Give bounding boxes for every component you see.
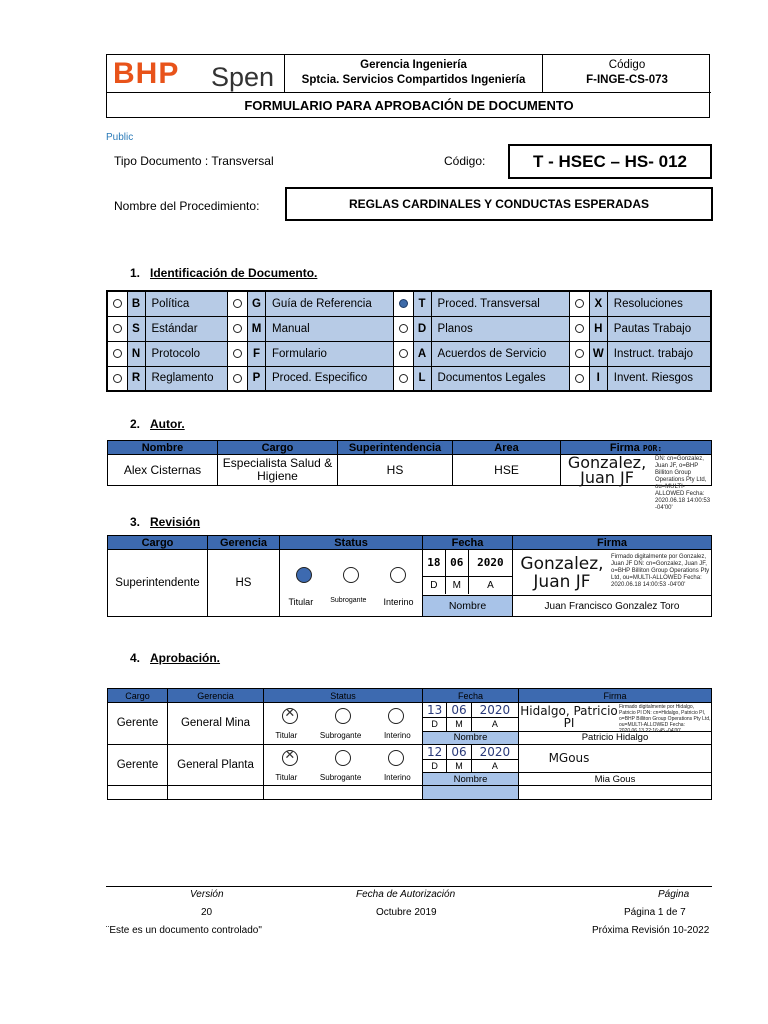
- approval-firma-cell: [519, 703, 712, 732]
- doc-type-description: Estándar: [145, 316, 227, 341]
- section3-title: [130, 515, 200, 529]
- approval-date-d-label: D: [423, 759, 447, 772]
- department-cell: [285, 55, 543, 92]
- section1-title: [130, 266, 317, 280]
- review-nombre: Juan Francisco Gonzalez Toro: [513, 596, 712, 617]
- doc-type-radio[interactable]: [233, 349, 242, 358]
- approval-titular-label: Titular: [275, 772, 298, 782]
- doc-type-letter: G: [247, 291, 265, 316]
- author-firma-cell: [561, 453, 712, 511]
- doc-type-letter: N: [127, 341, 145, 366]
- empty-cell: [519, 786, 712, 800]
- approval-header-gerencia: Gerencia: [168, 689, 264, 703]
- approval-subrogante-radio[interactable]: [335, 708, 351, 724]
- doc-type-description: Formulario: [265, 341, 393, 366]
- approval-header-status: Status: [264, 689, 423, 703]
- status-titular-radio[interactable]: [296, 567, 312, 583]
- approval-subrogante-label: Subrogante: [319, 772, 362, 782]
- review-header-fecha: Fecha: [423, 536, 513, 550]
- doc-type-radio-cell: [107, 341, 127, 366]
- review-date-a-label: A: [468, 576, 512, 594]
- approval-titular-radio[interactable]: [282, 746, 298, 766]
- author-header-nombre: Nombre: [108, 441, 218, 455]
- approval-status-cell: [264, 703, 423, 745]
- section4-number: 4.: [130, 651, 141, 665]
- approval-header-fecha: Fecha: [423, 689, 519, 703]
- codigo-label: Código:: [444, 154, 486, 168]
- author-header-cargo: Cargo: [218, 441, 338, 455]
- form-code-label: Código: [608, 59, 646, 71]
- footer-version-label: Versión: [190, 889, 224, 900]
- review-header-gerencia: Gerencia: [208, 536, 280, 550]
- approval-date-month: 06: [447, 703, 472, 718]
- author-signature-note: DN: cn=Gonzalez, Juan JF, o=BHP Billiton Group Operations Pty Ltd, ou=MULTI-ALLOWED Fecha: 2020.06.18 14:00:53 -04'00': [655, 456, 711, 511]
- doc-type-radio[interactable]: [575, 324, 584, 333]
- approval-date-month: 06: [447, 745, 472, 760]
- approval-interino-radio[interactable]: [388, 708, 404, 724]
- approval-interino-label: Interino: [383, 731, 411, 741]
- approval-nombre-label: Nombre: [423, 731, 519, 744]
- approval-header-cargo: Cargo: [108, 689, 168, 703]
- approval-gerencia: General Planta: [168, 744, 264, 786]
- approval-header-firma: Firma: [519, 689, 712, 703]
- nombre-procedimiento-box: REGLAS CARDINALES Y CONDUCTAS ESPERADAS: [285, 187, 713, 221]
- doc-type-description: Proced. Especifico: [265, 366, 393, 391]
- doc-type-radio[interactable]: [233, 299, 242, 308]
- footer-controlled-note: ¨Este es un documento controlado": [106, 925, 262, 936]
- nombre-procedimiento-label: Nombre del Procedimiento:: [114, 199, 260, 213]
- review-cargo: Superintendente: [108, 550, 208, 617]
- status-titular-label: Titular: [288, 597, 314, 607]
- footer-version-value: 20: [201, 907, 213, 918]
- doc-type-description: Documentos Legales: [431, 366, 569, 391]
- doc-type-description: Proced. Transversal: [431, 291, 569, 316]
- doc-type-description: Guía de Referencia: [265, 291, 393, 316]
- doc-type-radio-cell: [107, 366, 127, 391]
- approval-date-day: 13: [423, 703, 447, 718]
- author-header-firma-suffix: POR:: [642, 443, 663, 453]
- doc-type-radio[interactable]: [233, 324, 242, 333]
- approval-nombre: Patricio Hidalgo: [519, 731, 712, 744]
- author-signature: Gonzalez, Juan JF: [567, 453, 647, 487]
- empty-cell: [168, 786, 264, 800]
- doc-type-radio[interactable]: [233, 374, 242, 383]
- status-interino-radio[interactable]: [390, 567, 406, 583]
- empty-cell: [264, 786, 423, 800]
- review-status-cell: [280, 550, 423, 617]
- approval-subrogante-radio[interactable]: [335, 750, 351, 766]
- section2-title: [130, 417, 185, 431]
- tipo-documento-label: Tipo Documento : Transversal: [114, 154, 274, 168]
- doc-type-letter: W: [589, 341, 607, 366]
- approval-date-a-label: A: [471, 718, 518, 731]
- approval-titular-radio[interactable]: [282, 705, 298, 724]
- footer-proxima-revision: Próxima Revisión 10-2022: [592, 925, 710, 936]
- status-subrogante-radio[interactable]: [343, 567, 359, 583]
- footer-fecha-value: Octubre 2019: [376, 907, 437, 918]
- doc-type-radio-cell: [227, 366, 247, 391]
- approval-titular-mark-icon: ✕: [284, 746, 296, 762]
- doc-type-radio[interactable]: [113, 324, 122, 333]
- approval-table: [107, 688, 712, 800]
- footer-divider: [106, 886, 712, 887]
- approval-nombre-label: Nombre: [423, 773, 519, 786]
- review-date-cell: [423, 550, 513, 596]
- author-header-area: Area: [453, 441, 561, 455]
- doc-type-radio[interactable]: [399, 299, 408, 308]
- section3-title-text: Revisión: [150, 515, 201, 529]
- approval-titular-label: Titular: [275, 731, 298, 741]
- approval-gerencia: General Mina: [168, 703, 264, 745]
- review-signature: Gonzalez, Juan JF: [520, 553, 604, 592]
- approval-signature: MGous: [548, 751, 590, 766]
- review-header-cargo: Cargo: [108, 536, 208, 550]
- review-date-d-label: D: [423, 576, 445, 594]
- doc-type-letter: P: [247, 366, 265, 391]
- approval-cargo: Gerente: [108, 744, 168, 786]
- doc-type-description: Invent. Riesgos: [607, 366, 711, 391]
- doc-type-description: Instruct. trabajo: [607, 341, 711, 366]
- approval-date-a-label: A: [471, 759, 518, 772]
- doc-type-row: [107, 366, 711, 391]
- doc-type-description: Política: [145, 291, 227, 316]
- doc-type-radio[interactable]: [113, 299, 122, 308]
- doc-type-letter: I: [589, 366, 607, 391]
- doc-type-letter: D: [413, 316, 431, 341]
- approval-date-d-label: D: [423, 718, 447, 731]
- document-header: [106, 54, 710, 118]
- review-date-month: 06: [445, 550, 468, 576]
- department-line2: Sptcia. Servicios Compartidos Ingeniería: [301, 74, 526, 86]
- status-interino-label: Interino: [383, 597, 414, 607]
- review-signature-note: Firmado digitalmente por Gonzalez, Juan JF DN: cn=Gonzalez, Juan JF, o=BHP Billiton Group Operations Pty Ltd, ou=MULTI-ALLOWED Fecha: 2020.06.18 14:00:53 -04'00': [611, 553, 710, 588]
- section4-title-text: Aprobación.: [150, 651, 221, 665]
- doc-type-radio-cell: [107, 316, 127, 341]
- approval-date-cell: [423, 703, 519, 732]
- doc-type-description: Planos: [431, 316, 569, 341]
- status-subrogante-label: Subrogante: [330, 597, 367, 604]
- doc-type-letter: S: [127, 316, 145, 341]
- approval-date-day: 12: [423, 745, 447, 760]
- doc-type-row: [107, 341, 711, 366]
- approval-row: [108, 744, 712, 773]
- section3-number: 3.: [130, 515, 141, 529]
- doc-type-row: [107, 291, 711, 316]
- doc-type-description: Pautas Trabajo: [607, 316, 711, 341]
- review-table: [107, 535, 712, 617]
- doc-type-description: Protocolo: [145, 341, 227, 366]
- form-code-value: F-INGE-CS-073: [586, 74, 668, 86]
- approval-empty-row: [108, 786, 712, 800]
- author-superintendencia: HS: [338, 455, 453, 486]
- approval-signature-note: [619, 745, 711, 771]
- approval-titular-mark-icon: ✕: [284, 705, 296, 721]
- department-line1: Gerencia Ingeniería: [360, 59, 467, 71]
- doc-type-radio-cell: [393, 316, 413, 341]
- doc-type-row: [107, 316, 711, 341]
- footer-pagina-label: Página: [658, 889, 690, 900]
- approval-firma-cell: [519, 744, 712, 773]
- form-code-cell: [543, 55, 711, 92]
- author-header-firma-label: Firma: [609, 441, 640, 454]
- doc-type-radio-cell: [569, 291, 589, 316]
- approval-date-year: 2020: [479, 703, 511, 717]
- section1-number: 1.: [130, 266, 141, 280]
- author-area: HSE: [453, 455, 561, 486]
- doc-type-radio[interactable]: [575, 299, 584, 308]
- review-date-day: 18: [423, 550, 445, 576]
- review-nombre-label: Nombre: [423, 596, 513, 617]
- author-cargo: Especialista Salud & Higiene: [218, 455, 338, 486]
- approval-row: [108, 703, 712, 732]
- form-title: FORMULARIO PARA APROBACIÓN DE DOCUMENTO: [107, 92, 711, 118]
- classification-label: Public: [106, 132, 134, 143]
- doc-type-letter: B: [127, 291, 145, 316]
- approval-signature: Hidalgo, Patricio PI: [520, 703, 618, 730]
- doc-type-radio-cell: [227, 291, 247, 316]
- doc-type-description: Manual: [265, 316, 393, 341]
- author-header-superintendencia: Superintendencia: [338, 441, 453, 455]
- section2-title-text: Autor.: [150, 417, 185, 431]
- approval-date-m-label: M: [447, 718, 472, 731]
- approval-interino-radio[interactable]: [388, 750, 404, 766]
- document-type-grid: [106, 290, 712, 392]
- approval-date-cell: [423, 744, 519, 773]
- doc-type-radio[interactable]: [399, 374, 408, 383]
- approval-date-year: 2020: [479, 744, 511, 759]
- section1-title-text: Identificación de Documento.: [150, 266, 318, 280]
- doc-type-radio-cell: [569, 316, 589, 341]
- doc-type-letter: R: [127, 366, 145, 391]
- approval-status-cell: [264, 744, 423, 786]
- doc-type-radio-cell: [227, 316, 247, 341]
- review-date-year: 2020: [477, 556, 504, 570]
- footer-pagina-value: Página 1 de 7: [624, 907, 686, 918]
- doc-type-radio[interactable]: [575, 349, 584, 358]
- approval-date-m-label: M: [447, 759, 472, 772]
- approval-signature-note: Firmado digitalmente por Hidalgo, Patricio PI DN: cn=Hidalgo, Patricio PI, o=BHP Billiton Group Operations Pty Ltd, ou=MULTI-ALLOWED Fecha: 2020.06.13 22:16:45 -04'00': [619, 703, 711, 734]
- doc-type-radio[interactable]: [575, 374, 584, 383]
- doc-type-radio-cell: [393, 291, 413, 316]
- doc-type-description: Resoluciones: [607, 291, 711, 316]
- doc-type-radio-cell: [569, 366, 589, 391]
- logo-cell: [107, 55, 285, 92]
- doc-type-letter: L: [413, 366, 431, 391]
- doc-type-letter: T: [413, 291, 431, 316]
- doc-type-radio[interactable]: [399, 349, 408, 358]
- doc-type-description: Reglamento: [145, 366, 227, 391]
- doc-type-letter: F: [247, 341, 265, 366]
- footer-fecha-label: Fecha de Autorización: [356, 889, 456, 900]
- doc-type-letter: H: [589, 316, 607, 341]
- author-table: [107, 440, 712, 511]
- review-firma-cell: [513, 550, 712, 596]
- approval-subrogante-label: Subrogante: [319, 731, 362, 741]
- section4-title: [130, 651, 220, 665]
- author-nombre: Alex Cisternas: [108, 455, 218, 486]
- doc-type-radio-cell: [227, 341, 247, 366]
- bhp-logo: BHP: [113, 57, 180, 90]
- doc-type-radio-cell: [393, 366, 413, 391]
- section2-number: 2.: [130, 417, 141, 431]
- approval-interino-label: Interino: [383, 772, 411, 782]
- doc-type-letter: X: [589, 291, 607, 316]
- approval-nombre: Mia Gous: [519, 773, 712, 786]
- empty-cell: [423, 786, 519, 800]
- doc-type-radio[interactable]: [113, 374, 122, 383]
- doc-type-radio-cell: [393, 341, 413, 366]
- doc-type-radio-cell: [569, 341, 589, 366]
- approval-cargo: Gerente: [108, 703, 168, 745]
- doc-type-radio-cell: [107, 291, 127, 316]
- doc-type-description: Acuerdos de Servicio: [431, 341, 569, 366]
- spen-logo: Spen: [211, 62, 275, 92]
- doc-type-radio[interactable]: [113, 349, 122, 358]
- empty-cell: [108, 786, 168, 800]
- doc-type-letter: A: [413, 341, 431, 366]
- review-header-firma: Firma: [513, 536, 712, 550]
- review-date-m-label: M: [445, 576, 468, 594]
- codigo-value-box: T - HSEC – HS- 012: [508, 144, 712, 179]
- review-header-status: Status: [280, 536, 423, 550]
- doc-type-letter: M: [247, 316, 265, 341]
- review-gerencia: HS: [208, 550, 280, 617]
- doc-type-radio[interactable]: [399, 324, 408, 333]
